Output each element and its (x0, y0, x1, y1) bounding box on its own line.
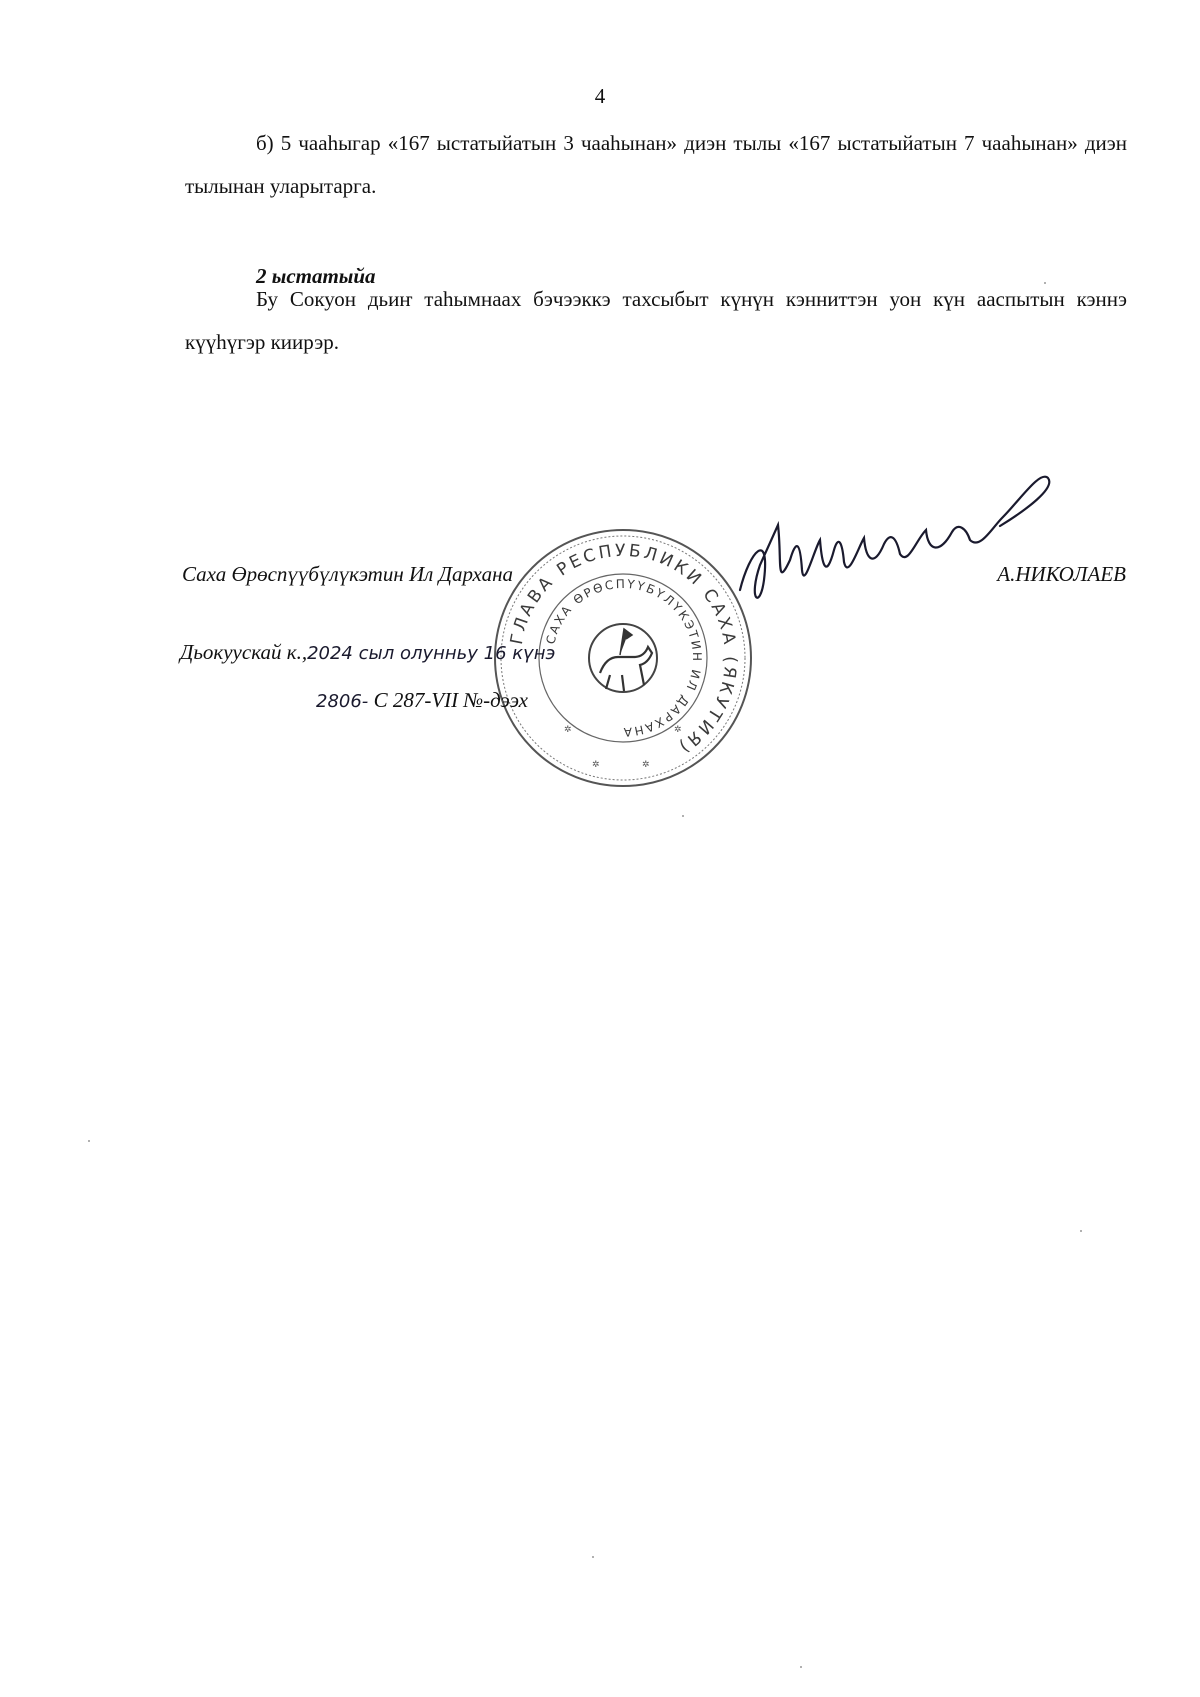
document-number-line (316, 688, 528, 713)
scan-speck (592, 1556, 594, 1558)
place-text: Дьокуускай к., (180, 640, 308, 664)
scan-speck (800, 1666, 802, 1668)
scan-speck (682, 815, 684, 817)
svg-text:✲: ✲ (564, 724, 572, 734)
svg-text:✲: ✲ (674, 724, 682, 734)
article-2-text: Бу Сокуон дьиҥ таһымнаах бэчээккэ тахсыбыт күнүн кэнниттэн уон күн ааспытын кэннэ күүһүгэр киирэр. (185, 287, 1127, 354)
article-2-title: 2 ыстатыйа (256, 264, 376, 288)
svg-text:САХА ӨРӨСПҮҮБҮЛҮКЭТИН ИЛ ДАРХА: САХА ӨРӨСПҮҮБҮЛҮКЭТИН ИЛ ДАРХАНА (543, 576, 705, 740)
scan-speck (88, 1140, 90, 1142)
paragraph-item-b: б) 5 чааһыгар «167 ыстатыйатын 3 чааһынан» диэн тылы «167 ыстатыйатын 7 чааһынан» диэн тылынан уларытарга. (185, 131, 1127, 198)
svg-text:ГЛАВА РЕСПУБЛИКИ САХА (ЯКУТИЯ): ГЛАВА РЕСПУБЛИКИ САХА (ЯКУТИЯ) (506, 540, 741, 758)
signatory-name: А.НИКОЛАЕВ (997, 562, 1126, 586)
document-number: С 287-VII №-дээх (373, 688, 528, 712)
handwritten-signature (730, 470, 1060, 630)
svg-text:✲: ✲ (592, 759, 600, 769)
scan-speck (1080, 1230, 1082, 1232)
place-date-line (180, 640, 555, 665)
handwritten-number: 2806- (316, 691, 369, 712)
handwritten-date: 2024 сыл олунньу 16 күнэ (307, 643, 556, 664)
signatory-position: Саха Өрөспүүбүлүкэтин Ил Дарханa (182, 562, 513, 586)
scan-speck (1044, 282, 1046, 284)
page-number: 4 (594, 84, 606, 108)
svg-text:✲: ✲ (642, 759, 650, 769)
